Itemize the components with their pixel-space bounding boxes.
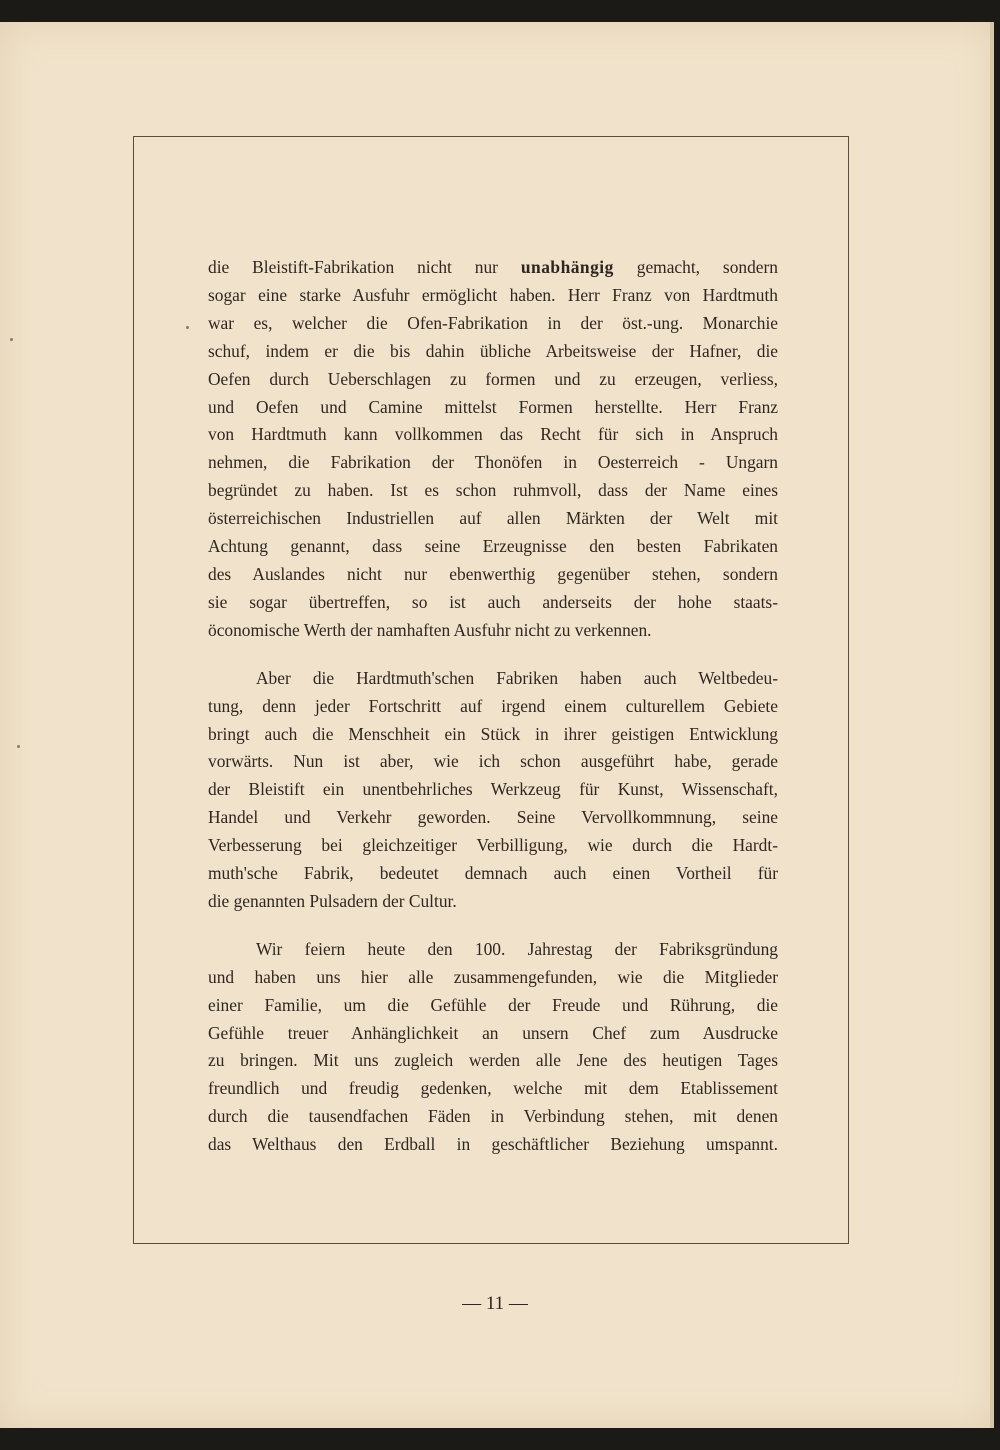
text-line: Gefühle treuer Anhänglichkeit an unsern Chef zum Ausdrucke xyxy=(208,1022,778,1043)
text-line: sie sogar übertreffen, so ist auch anderseits der hohe staats- xyxy=(208,591,778,612)
paragraph-2 xyxy=(208,665,778,916)
text-line: vorwärts. Nun ist aber, wie ich schon ausgeführt habe, gerade xyxy=(208,751,778,772)
text-line: von Hardtmuth kann vollkommen das Recht für sich in Anspruch xyxy=(208,424,778,445)
text-line: die Bleistift-Fabrikation nicht nur unabhängig gemacht, sondern xyxy=(208,257,778,277)
paragraph-1 xyxy=(208,254,778,645)
text-line: begründet zu haben. Ist es schon ruhmvoll, dass der Name eines xyxy=(208,480,778,501)
emphasis-word: unabhängig xyxy=(520,257,614,277)
text-line: des Auslandes nicht nur ebenwerthig gegenüber stehen, sondern xyxy=(208,563,778,584)
body-text xyxy=(208,254,778,1159)
paragraph-3 xyxy=(208,936,778,1159)
text-line: schuf, indem er die bis dahin übliche Arbeitsweise der Hafner, die xyxy=(208,340,778,361)
text-line: Handel und Verkehr geworden. Seine Vervollkommnung, seine xyxy=(208,807,778,828)
text-line: österreichischen Industriellen auf allen Märkten der Welt mit xyxy=(208,508,778,529)
text-line: die genannten Pulsadern der Cultur. xyxy=(208,890,457,911)
text-line: tung, denn jeder Fortschritt auf irgend einem culturellem Gebiete xyxy=(208,695,778,716)
text-line: und Oefen und Camine mittelst Formen herstellte. Herr Franz xyxy=(208,396,778,417)
page-edge xyxy=(990,22,994,1428)
text-line: Achtung genannt, dass seine Erzeugnisse den besten Fabrikaten xyxy=(208,536,778,557)
margin-mark xyxy=(186,326,189,329)
text-line: Aber die Hardtmuth'schen Fabriken haben auch Weltbedeu- xyxy=(256,667,778,688)
text-line: muth'sche Fabrik, bedeutet demnach auch einen Vortheil für xyxy=(208,863,778,884)
text-line: öconomische Werth der namhaften Ausfuhr nicht zu verkennen. xyxy=(208,619,652,640)
text-line: bringt auch die Menschheit ein Stück in ihrer geistigen Entwicklung xyxy=(208,723,778,744)
text-line: der Bleistift ein unentbehrliches Werkzeug für Kunst, Wissenschaft, xyxy=(208,779,778,800)
margin-mark xyxy=(17,745,20,748)
text-line: nehmen, die Fabrikation der Thonöfen in Oesterreich - Ungarn xyxy=(208,452,778,473)
text-line: zu bringen. Mit uns zugleich werden alle Jene des heutigen Tages xyxy=(208,1050,778,1071)
margin-mark xyxy=(10,338,13,341)
text-line: sogar eine starke Ausfuhr ermöglicht haben. Herr Franz von Hardtmuth xyxy=(208,284,778,305)
text-line: Oefen durch Ueberschlagen zu formen und zu erzeugen, verliess, xyxy=(208,368,778,389)
text-line: durch die tausendfachen Fäden in Verbindung stehen, mit denen xyxy=(208,1106,778,1127)
text-line: Verbesserung bei gleichzeitiger Verbilligung, wie durch die Hardt- xyxy=(208,835,778,856)
page-number: — 11 — xyxy=(462,1293,528,1314)
text-line: und haben uns hier alle zusammengefunden, wie die Mitglieder xyxy=(208,966,778,987)
text-line: Wir feiern heute den 100. Jahrestag der Fabriksgründung xyxy=(256,938,778,959)
text-line: war es, welcher die Ofen-Fabrikation in der öst.-ung. Monarchie xyxy=(208,312,778,333)
text-line: freundlich und freudig gedenken, welche mit dem Etablissement xyxy=(208,1078,778,1099)
text-line: einer Familie, um die Gefühle der Freude und Rührung, die xyxy=(208,994,778,1015)
text-line: das Welthaus den Erdball in geschäftlicher Beziehung umspannt. xyxy=(208,1134,778,1155)
